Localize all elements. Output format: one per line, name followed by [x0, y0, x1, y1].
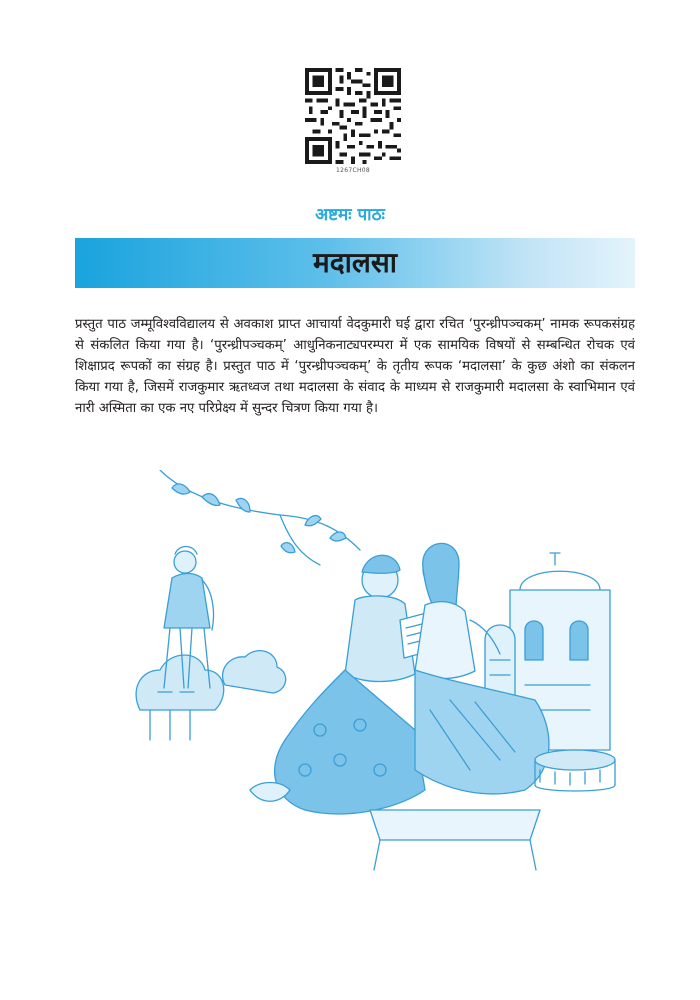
lesson-number: अष्टमः पाठः — [315, 205, 385, 225]
background-trees — [136, 651, 286, 740]
vine-branch-illustration — [160, 470, 360, 565]
fountain-illustration — [535, 750, 615, 791]
qr-code-icon — [305, 68, 401, 164]
title-banner — [75, 238, 635, 288]
qr-code-block — [305, 68, 401, 174]
madalasa-illustration — [130, 470, 625, 890]
intro-paragraph: प्रस्तुत पाठ जम्मूविश्वविद्यालय से अवकाश प्राप्त आचार्या वेदकुमारी घई द्वारा रचित ‘पुरन्ध्रीपञ्चकम्’ नामक रूपकसंग्रह से संकलित किया गया है। ‘पुरन्ध्रीपञ्चकम्’ आधुनिकनाट्यपरम्परा में एक सामयिक विषयों से सम्बन्धित रोचक एवं शिक्षाप्रद रूपकों का संग्रह है। प्रस्तुत पाठ में ‘पुरन्ध्रीपञ्चकम्’ के तृतीय रूपक ‘मदालसा’ के कुछ अंशो का संकलन किया गया है, जिसमें राजकुमार ऋतध्वज तथा मदालसा के संवाद के माध्यम से राजकुमारी मदालसा के स्वाभिमान एवं नारी अस्मिता का एक नए परिप्रेक्ष्य में सुन्दर चित्रण किया गया है। — [75, 317, 635, 416]
qr-code-label: 1267CH08 — [335, 167, 370, 174]
page-title: मदालसा — [312, 246, 398, 279]
stone-bench-illustration — [370, 810, 540, 870]
